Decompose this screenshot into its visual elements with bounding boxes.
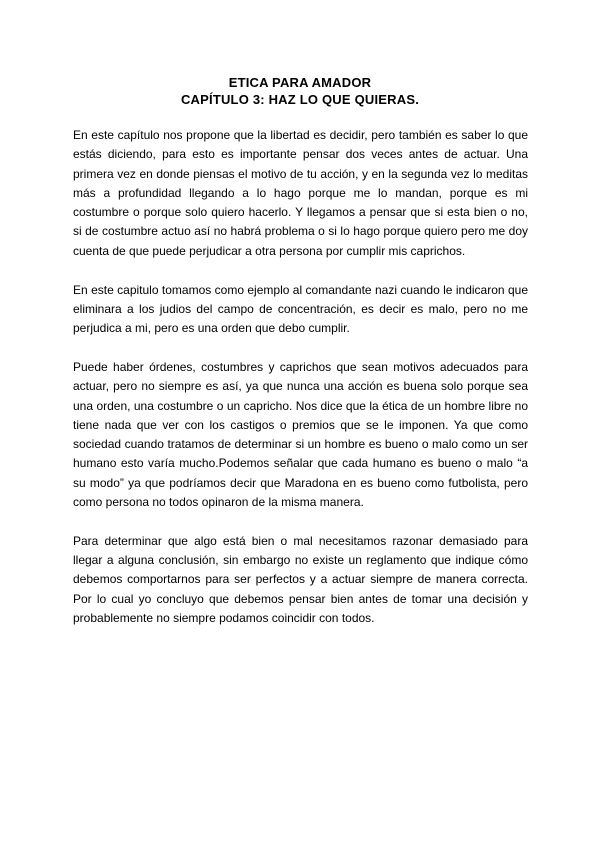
paragraph-3: Puede haber órdenes, costumbres y caprichos que sean motivos adecuados para actuar, pero no siempre es así, ya que nunca una acción es buena solo porque sea una orden, una costumbre o un capricho. Nos dice que la ética de un hombre libre no tiene nada que ver con los castigos o premios que se le imponen. Ya que como sociedad cuando tratamos de determinar si un hombre es bueno o malo como un ser humano esto varía mucho.Podemos señalar que cada humano es bueno o malo “a su modo” ya que podríamos decir que Maradona en es bueno como futbolista, pero como persona no todos opinaron de la misma manera. bbox=[73, 359, 528, 510]
paragraph-1: En este capítulo nos propone que la libertad es decidir, pero también es saber lo que estás diciendo, para esto es importante pensar dos veces antes de actuar. Una primera vez en donde piensas el motivo de tu acción, y en la segunda vez lo meditas más a profundidad llegando a lo hago porque me lo mandan, porque es mi costumbre o porque solo quiero hacerlo. Y llegamos a pensar que si esta bien o no, si de costumbre actuo así no habrá problema o si lo hago porque quiero pero me doy cuenta de que puede perjudicar a otra persona por cumplir mis caprichos. bbox=[73, 128, 528, 258]
paragraph-2: En este capitulo tomamos como ejemplo al comandante nazi cuando le indicaron que eliminara a los judios del campo de concentración, es decir es malo, pero no me perjudica a mi, pero es una orden que debo cumplir. bbox=[73, 282, 528, 336]
document-title: ETICA PARA AMADOR bbox=[228, 75, 372, 90]
document-subtitle: CAPÍTULO 3: HAZ LO QUE QUIERAS. bbox=[180, 92, 420, 107]
title-block bbox=[0, 74, 600, 108]
paragraph-4: Para determinar que algo está bien o mal necesitamos razonar demasiado para llegar a alguna conclusión, sin embargo no existe un reglamento que indique cómo debemos comportarnos para ser perfectos y a actuar siempre de manera correcta. Por lo cual yo concluyo que debemos pensar bien antes de tomar una decisión y probablemente no siempre podamos coincidir con todos. bbox=[73, 533, 528, 626]
document-body bbox=[73, 126, 528, 648]
